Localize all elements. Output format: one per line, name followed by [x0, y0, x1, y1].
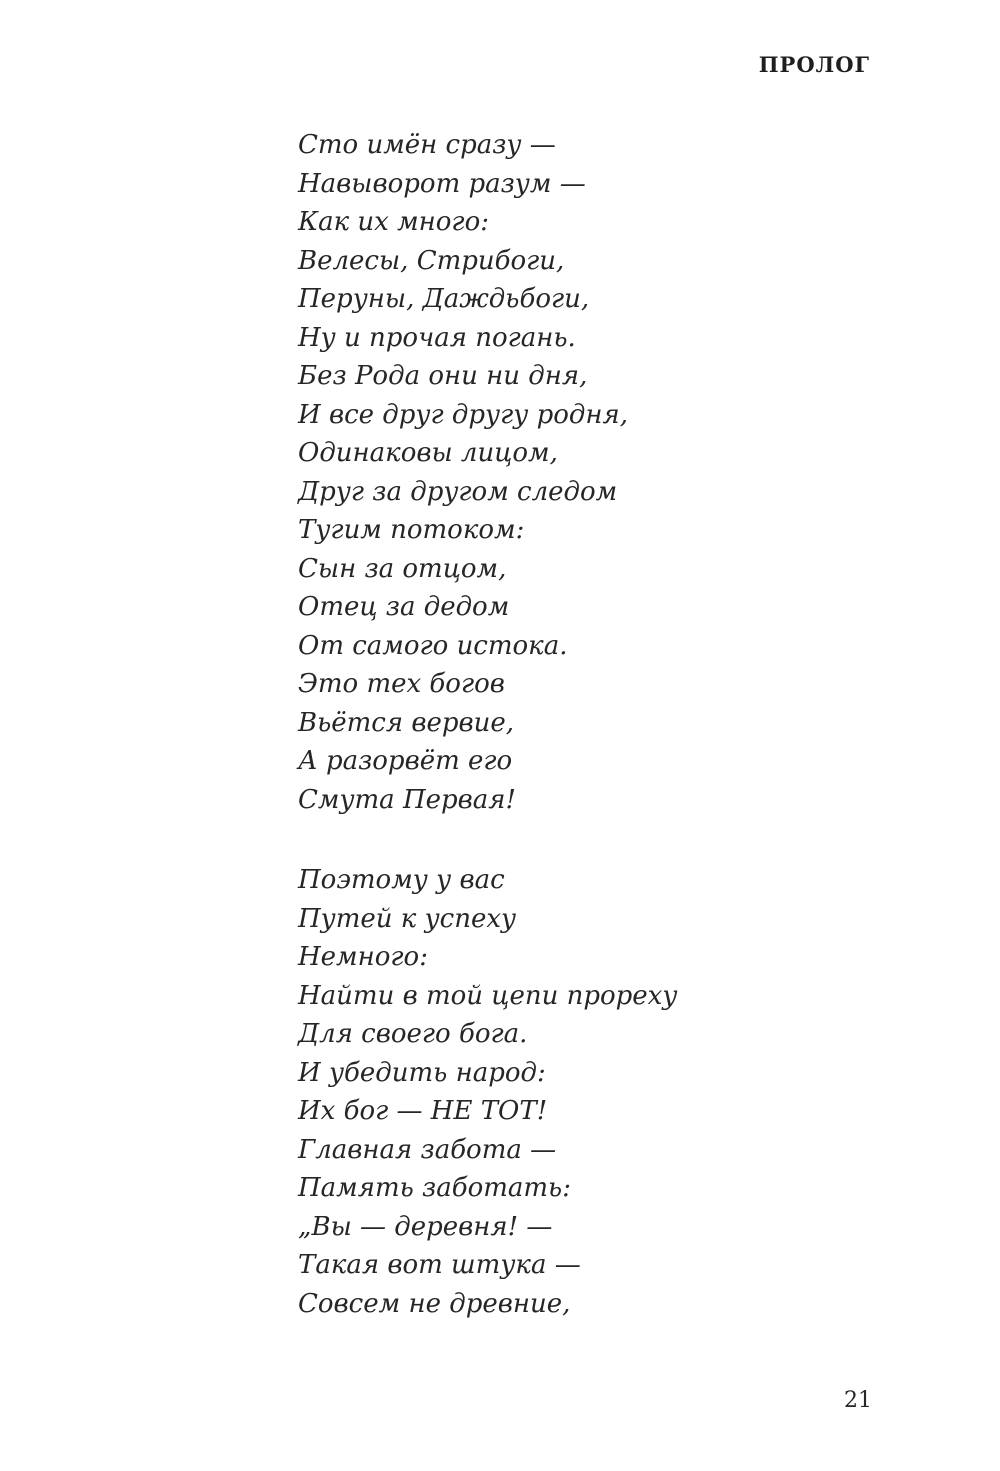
verse-line: Сто имён сразу — — [298, 130, 556, 160]
verse-line: Путей к успеху — [298, 903, 517, 934]
verse-line: Главная забота — — [298, 1134, 557, 1165]
verse-line: Найти в той цепи прореху — [298, 980, 678, 1011]
verse-line: Это тех богов — [298, 669, 505, 699]
verse-line: Тугим потоком: — [298, 515, 525, 545]
verse-line: Немного: — [298, 942, 428, 972]
verse-line: „Вы — деревня! — — [298, 1211, 553, 1242]
verse-line: Одинаковы лицом, — [298, 438, 558, 468]
verse-line: Друг за другом следом — [298, 476, 618, 507]
verse-line: Сын за отцом, — [298, 553, 507, 584]
poem-stanza-2 — [298, 861, 677, 1323]
verse-line: Поэтому у вас — [298, 865, 505, 895]
verse-line: Такая вот штука — — [298, 1250, 581, 1280]
verse-line: Велесы, Стрибоги, — [298, 245, 565, 276]
verse-line: И все друг другу родня, — [298, 399, 628, 430]
verse-line: Навыворот разум — — [298, 168, 586, 199]
verse-line: И убедить народ: — [298, 1057, 546, 1088]
verse-line: Совсем не древние, — [298, 1288, 571, 1319]
poem-stanza-1 — [298, 126, 628, 819]
verse-line: Для своего бога. — [298, 1019, 528, 1049]
verse-line: Перуны, Даждьбоги, — [298, 284, 590, 314]
verse-line: Их бог — НЕ ТОТ! — [298, 1096, 548, 1126]
verse-line: Как их много: — [298, 207, 489, 237]
verse-line: От самого истока. — [298, 630, 568, 661]
verse-line: Без Рода они ни дня, — [298, 361, 588, 391]
verse-line: А разорвёт его — [298, 746, 513, 776]
running-head: ПРОЛОГ — [758, 52, 870, 77]
verse-line: Память заботать: — [298, 1173, 571, 1203]
verse-line: Смута Первая! — [298, 784, 516, 815]
page-number: 21 — [844, 1388, 872, 1413]
verse-line: Вьётся вервие, — [298, 707, 515, 738]
verse-line: Ну и прочая погань. — [298, 322, 576, 353]
verse-line: Отец за дедом — [298, 592, 510, 622]
